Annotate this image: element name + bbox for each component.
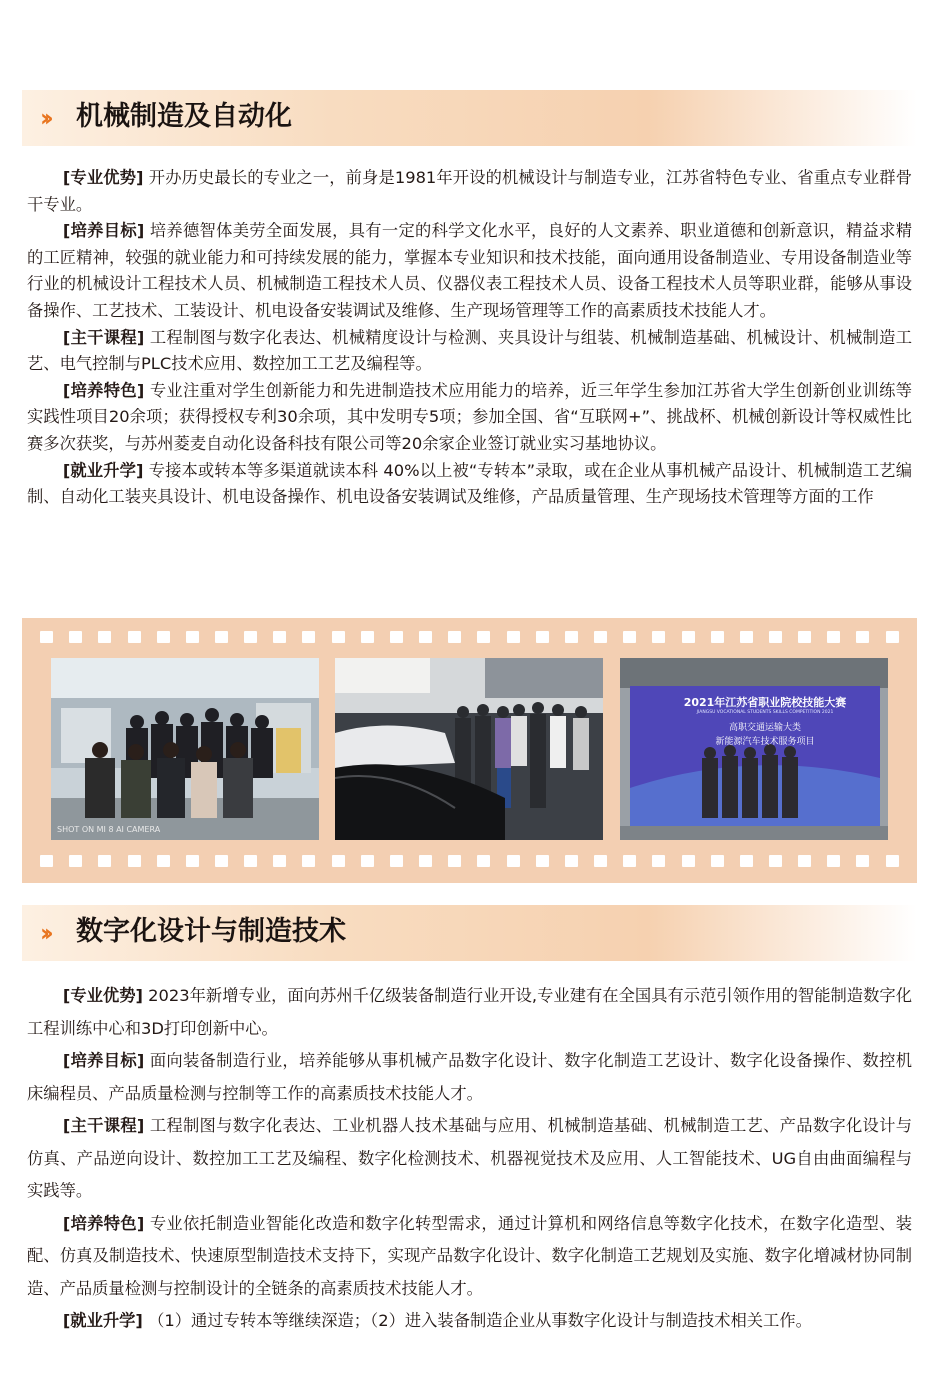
paragraph-tag: [专业优势]: [62, 986, 143, 1005]
film-holes-top: [22, 631, 917, 643]
paragraph-tag: [就业升学]: [62, 460, 144, 480]
paragraph-tag: [培养特色]: [62, 380, 145, 400]
paragraph-text: 专接本或转本等多渠道就读本科 40%以上被“专转本”录取，或在企业从事机械产品设计、机械制造工艺编制、自动化工装夹具设计、机电设备操作、机电设备安装调试及维修，产品质量管理、生产现场技术管理等方面的工作: [27, 460, 912, 507]
section-title: 数字化设计与制造技术: [76, 916, 346, 947]
paragraph-tag: [专业优势]: [62, 168, 144, 187]
banner-line1: 高职交通运输大类: [728, 723, 801, 733]
section-title: 机械制造及自动化: [76, 101, 292, 132]
banner-line2: 新能源汽车技术服务项目: [715, 737, 815, 747]
paragraph: [27, 218, 912, 324]
double-chevron-icon: ››: [40, 104, 48, 132]
paragraph-text: 开办历史最长的专业之一，前身是1981年开设的机械设计与制造专业，江苏省特色专业、省重点专业群骨干专业。: [27, 168, 912, 214]
paragraph: [27, 980, 912, 1045]
paragraph-text: 面向装备制造行业，培养能够从事机械产品数字化设计、数字化制造工艺设计、数字化设备操作、数控机床编程员、产品质量检测与控制等工作的高素质技术技能人才。: [27, 1051, 912, 1103]
banner-subtitle: JIANGSU VOCATIONAL STUDENTS SKILLS COMPETITION 2021: [696, 710, 834, 715]
photo-group-workshop: [51, 658, 319, 840]
section-header-2: [22, 905, 917, 961]
photo-competition-banner: [620, 658, 888, 840]
paragraph: [27, 378, 912, 458]
double-chevron-icon: ››: [40, 919, 48, 947]
section-body-2: [27, 980, 912, 1338]
paragraph: [27, 1110, 912, 1208]
paragraph: [27, 458, 912, 511]
paragraph-text: 培养德智体美劳全面发展，具有一定的科学文化水平，良好的人文素养、职业道德和创新意识，精益求精的工匠精神，较强的就业能力和可持续发展的能力，掌握本专业知识和技术技能，面向通用设备制造业、专用设备制造业等行业的机械设计工程技术人员、机械制造工程技术人员、仪器仪表工程技术人员、设备工程技术人员等职业群，能够从事设备操作、工艺技术、工装设计、机电设备安装调试及维修、生产现场管理等工作的高素质技术技能人才。: [27, 221, 912, 320]
paragraph-text: 工程制图与数字化表达、机械精度设计与检测、夹具设计与组装、机械制造基础、机械设计、机械制造工艺、电气控制与PLC技术应用、数控加工工艺及编程等。: [27, 327, 912, 374]
paragraph-tag: [培养目标]: [62, 1051, 145, 1070]
paragraph-tag: [培养特色]: [62, 1213, 145, 1233]
paragraph-text: 专业注重对学生创新能力和先进制造技术应用能力的培养，近三年学生参加江苏省大学生创新创业训练等实践性项目20余项；获得授权专利30余项，其中发明专5项；参加全国、省“互联网+”、挑战杯、机械创新设计等权威性比赛多次获奖，与苏州菱麦自动化设备科技有限公司等20余家企业签订就业实习基地协议。: [27, 380, 912, 453]
paragraph-text: （1）通过专转本等继续深造；（2）进入装备制造企业从事数字化设计与制造技术相关工作。: [148, 1311, 812, 1330]
section-body-1: [27, 165, 912, 511]
paragraph: [27, 1208, 912, 1306]
paragraph: [27, 165, 912, 218]
section-header-1: [22, 90, 917, 146]
camera-watermark: SHOT ON MI 8 AI CAMERA: [57, 825, 161, 834]
photo-students-car: [335, 658, 603, 840]
photo-film-strip: [22, 618, 917, 883]
paragraph-tag: [培养目标]: [62, 221, 145, 241]
banner-title: 2021年江苏省职业院校技能大赛: [683, 696, 847, 709]
paragraph-tag: [主干课程]: [62, 1116, 145, 1135]
paragraph-tag: [主干课程]: [62, 327, 145, 347]
paragraph-text: 工程制图与数字化表达、工业机器人技术基础与应用、机械制造基础、机械制造工艺、产品数字化设计与仿真、产品逆向设计、数控加工工艺及编程、数字化检测技术、机器视觉技术及应用、人工智能技术、UG自由曲面编程与实践等。: [27, 1116, 912, 1200]
film-holes-bottom: [22, 855, 917, 867]
paragraph: [27, 1045, 912, 1110]
paragraph-tag: [就业升学]: [62, 1311, 143, 1330]
paragraph: [27, 1305, 912, 1338]
paragraph-text: 专业依托制造业智能化改造和数字化转型需求，通过计算机和网络信息等数字化技术，在数字化造型、装配、仿真及制造技术、快速原型制造技术支持下，实现产品数字化设计、数字化制造工艺规划及实施、数字化增减材协同制造、产品质量检测与控制设计的全链条的高素质技术技能人才。: [27, 1213, 912, 1298]
paragraph-text: 2023年新增专业，面向苏州千亿级装备制造行业开设,专业建有在全国具有示范引领作用的智能制造数字化工程训练中心和3D打印创新中心。: [27, 986, 912, 1038]
paragraph: [27, 325, 912, 378]
